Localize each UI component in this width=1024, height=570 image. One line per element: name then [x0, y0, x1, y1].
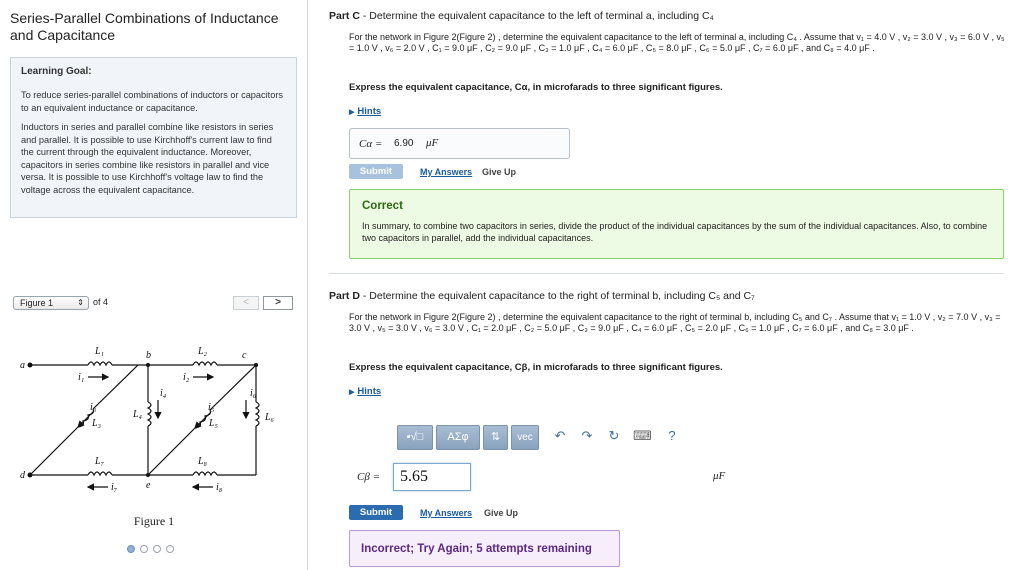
updown-button[interactable]: ⇅ — [483, 425, 508, 450]
label-l8: L₈ — [198, 456, 208, 467]
keyboard-icon[interactable]: ⌨ — [633, 428, 652, 443]
label-l2: L₂ — [198, 346, 208, 357]
left-panel — [0, 0, 308, 570]
correct-feedback — [349, 189, 1004, 259]
figure-select[interactable] — [13, 296, 89, 310]
part-c-problem: For the network in Figure 2(Figure 2) , determine the equivalent capacitance to the left of terminal a, including C₄ . Assume that v₁ = 4.0 V , v₂ = 3.0 V , v₃ = 6.0 V , v₅ = 1.0 V , v₆ = 2.0 V , C₁ = 9.0 μF , C₂ = 9.0 μF , C₃ = 1.0 μF , C₄ = 6.0 μF , C₅ = 8.0 μF , C₆ = 5.0 μF , C₇ = 6.0 μF , and C₈ = 4.0 μF . — [349, 32, 1005, 54]
node-c: c — [242, 350, 247, 361]
section-divider — [329, 273, 1004, 274]
part-d-answer-input[interactable]: 5.65 — [393, 463, 471, 491]
label-i7: i₇ — [111, 482, 118, 493]
part-c-title: Part C - Determine the equivalent capacitance to the left of terminal a, including C₄ — [329, 10, 714, 22]
part-d-title: Part D - Determine the equivalent capacitance to the right of terminal b, including C₅ and C₇ — [329, 290, 755, 302]
figure-pagination — [127, 545, 187, 555]
answer-value: 6.90 — [394, 138, 414, 149]
label-i8: i₈ — [216, 482, 223, 493]
label-l5: L₅ — [209, 418, 219, 429]
redo-icon[interactable]: ↷ — [581, 428, 593, 443]
expand-triangle-icon: ▶ — [349, 389, 355, 396]
incorrect-feedback: Incorrect; Try Again; 5 attempts remaining — [349, 530, 620, 567]
part-d-submit-button[interactable]: Submit — [349, 505, 403, 520]
node-d: d — [20, 470, 25, 481]
part-c-my-answers-link[interactable]: My Answers — [420, 167, 473, 177]
figure-dot-4[interactable] — [166, 545, 174, 553]
part-c-hints-link[interactable]: ▶ Hints — [349, 106, 382, 117]
figure-dot-1[interactable] — [127, 545, 135, 553]
label-i1: i₁ — [78, 372, 85, 383]
symbols-button[interactable]: AΣφ — [436, 425, 480, 450]
part-c-give-up-link[interactable]: Give Up — [482, 167, 517, 177]
learning-goal-text: To reduce series-parallel combinations of inductors or capacitors to an equivalent inductance or capacitance. — [21, 90, 283, 113]
templates-button[interactable]: ▪√□ — [397, 425, 433, 450]
vec-button[interactable]: vec — [511, 425, 539, 450]
figure-dot-3[interactable] — [153, 545, 161, 553]
undo-icon[interactable]: ↶ — [554, 428, 566, 443]
answer-unit: μF — [426, 137, 439, 149]
part-c-submit-button[interactable]: Submit — [349, 164, 403, 179]
part-d-my-answers-link[interactable]: My Answers — [420, 508, 473, 518]
label-i3: i₃ — [90, 402, 97, 413]
learning-goal-box — [10, 57, 297, 218]
reset-icon[interactable]: ↻ — [608, 428, 620, 443]
figure-count: of 4 — [93, 297, 109, 307]
label-i5: i₅ — [208, 402, 215, 413]
learning-goal-title: Learning Goal: — [21, 66, 92, 77]
prev-figure-button[interactable]: < — [233, 296, 259, 310]
label-l7: L₇ — [95, 456, 105, 467]
part-d-problem: For the network in Figure 2(Figure 2) , determine the equivalent capacitance to the right of terminal b, including C₅ and C₇ . Assume that v₁ = 1.0 V , v₂ = 7.0 V , v₃ = 3.0 V , v₅ = 3.0 V , v₆ = 3.0 V , C₁ = 2.0 μF , C₂ = 5.0 μF , C₃ = 9.0 μF , C₄ = 6.0 μF , C₅ = 2.0 μF , C₆ = 1.0 μF , C₇ = 6.0 μF , and C₈ = 3.0 μF . — [349, 312, 1001, 334]
feedback-text: In summary, to combine two capacitors in series, divide the product of the individual capacitances by the sum of the individual capacitances. Also, to combine two capacitors in parallel, add the individual capacitances. — [362, 221, 988, 243]
label-i4: i₄ — [160, 388, 167, 399]
circuit-figure — [18, 330, 298, 500]
figure-dot-2[interactable] — [140, 545, 148, 553]
feedback-title: Correct — [362, 200, 403, 212]
node-b: b — [146, 350, 151, 361]
page-title: Series-Parallel Combinations of Inductance and Capacitance — [10, 10, 279, 43]
part-d-answer-unit: μF — [713, 470, 726, 482]
part-c-answer-box — [349, 128, 570, 159]
part-d-instructions: Express the equivalent capacitance, Cβ, in microfarads to three significant figures. — [349, 362, 723, 373]
figure-select-value: Figure 1 — [20, 298, 54, 308]
node-e: e — [146, 480, 151, 491]
label-l4: L₄ — [133, 409, 143, 420]
part-d-answer-variable: Cβ = — [357, 471, 380, 483]
select-arrows-icon: ⇕ — [77, 298, 84, 307]
figure-caption: Figure 1 — [133, 514, 175, 528]
math-toolbar — [397, 425, 697, 451]
help-icon[interactable]: ? — [668, 428, 676, 443]
label-i2: i₂ — [183, 372, 190, 383]
next-figure-button[interactable]: > — [263, 296, 293, 310]
part-c-instructions: Express the equivalent capacitance, Cα, in microfarads to three significant figures. — [349, 82, 723, 93]
answer-variable: Cα = — [359, 138, 383, 150]
label-l6: L₆ — [265, 412, 275, 423]
label-i6: i₆ — [250, 388, 257, 399]
learning-goal-description: Inductors in series and parallel combine like resistors in series and parallel. It is possible to use Kirchhoff's current law to find the current through the equivalent inductance. Moreover, capacitors in series combine like resistors in parallel and vice versa. It is possible to use Kirchhoff's voltage law to find the voltage across the equivalent capacitance. — [21, 122, 274, 195]
right-panel — [309, 0, 1024, 570]
figure-navigation — [13, 296, 281, 310]
expand-triangle-icon: ▶ — [349, 109, 355, 116]
node-a: a — [20, 360, 25, 371]
part-d-hints-link[interactable]: ▶ Hints — [349, 386, 382, 397]
part-d-give-up-link[interactable]: Give Up — [484, 508, 519, 518]
label-l3: L₃ — [92, 418, 102, 429]
label-l1: L₁ — [95, 346, 105, 357]
